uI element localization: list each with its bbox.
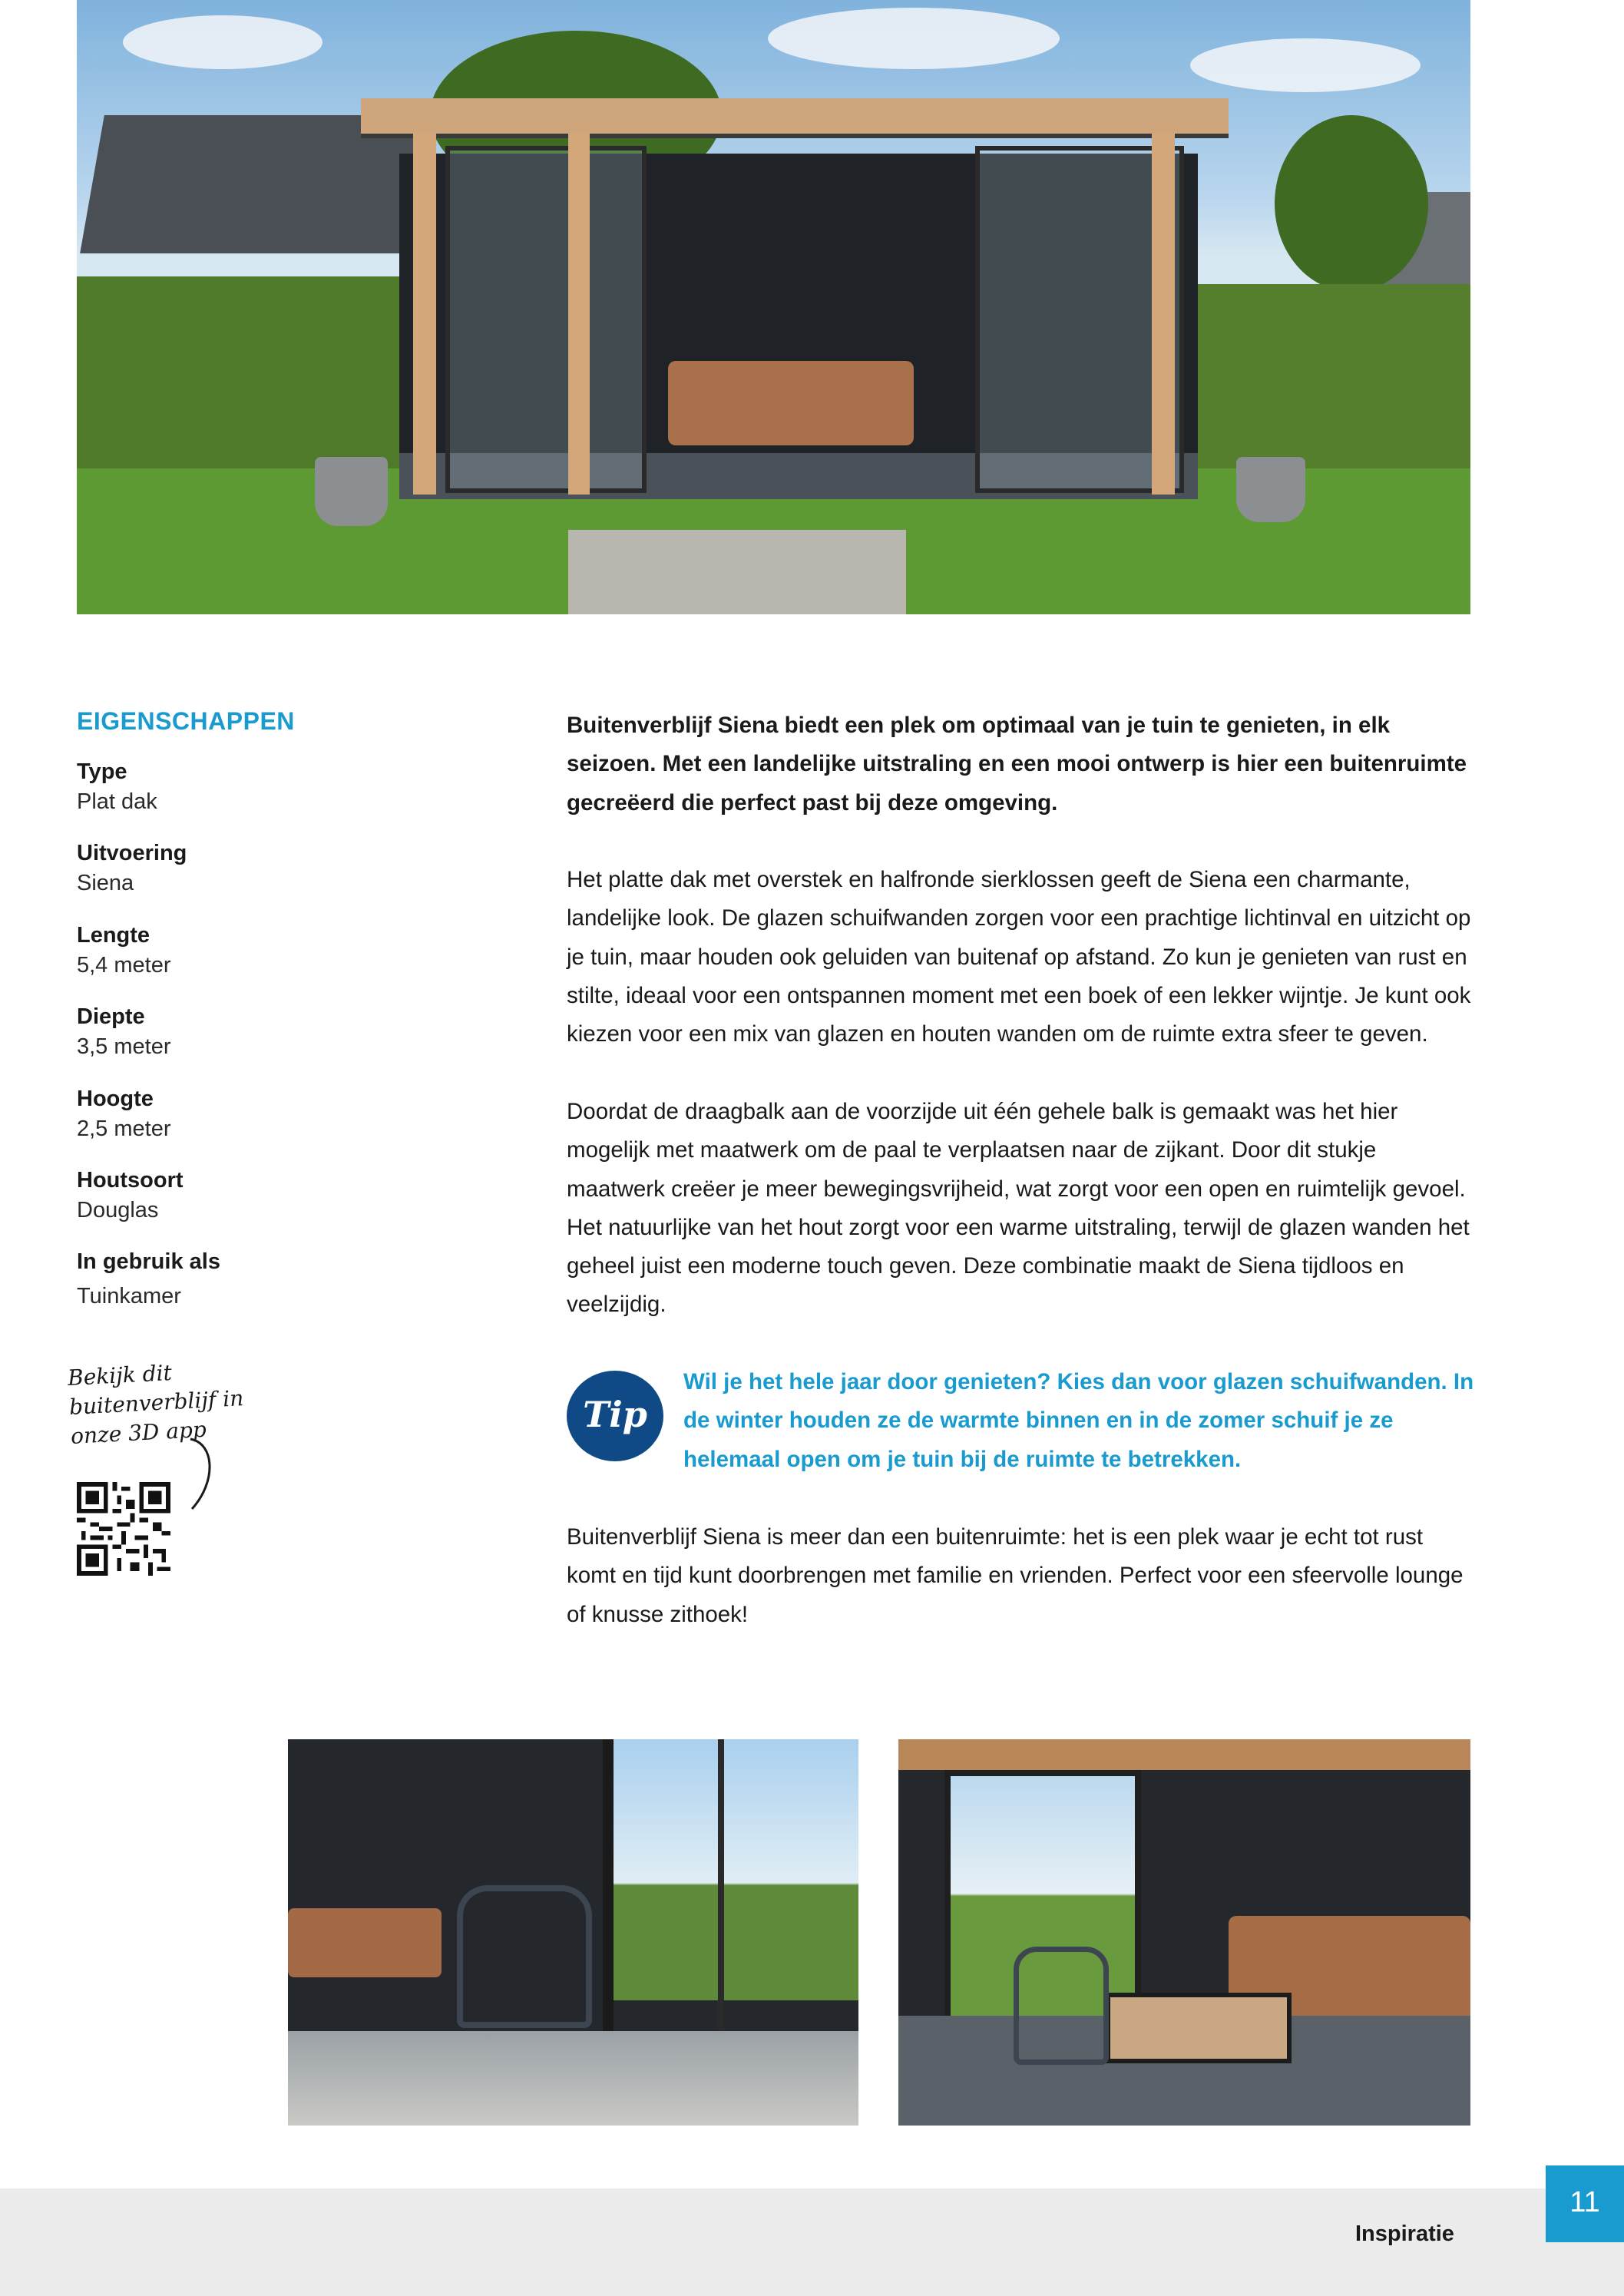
- property-value: Tuinkamer: [77, 1284, 181, 1308]
- qr-code[interactable]: [77, 1482, 170, 1576]
- property-label: Type: [77, 759, 127, 784]
- property-uitvoering: [77, 841, 187, 896]
- properties-heading: EIGENSCHAPPEN: [77, 707, 295, 735]
- body-paragraph: Buitenverblijf Siena is meer dan een buitenruimte: het is een plek waar je echt tot rust komt en tijd kunt doorbrengen met familie en vrienden. Perfect voor een sfeervolle lounge of knusse zithoek!: [567, 1524, 1464, 1627]
- property-value: 5,4 meter: [77, 953, 171, 978]
- body-paragraph: Het platte dak met overstek en halfronde sierklossen geeft de Siena een charmante, landelijke look. De glazen schuifwanden zorgen voor een prachtige lichtinval en uitzicht op je tuin, maar houden ook geluiden van buitenaf op afstand. Zo kun je genieten van rust en stilte, ideaal voor een ontspannen moment met een boek of een lekker wijntje. Je kunt ook kiezen voor een mix van glazen en houten wanden om de ruimte extra sfeer te geven.: [567, 867, 1471, 1047]
- property-value: Plat dak: [77, 789, 157, 814]
- property-lengte: [77, 923, 171, 978]
- body-paragraph: Doordat de draagbalk aan de voorzijde uit één gehele balk is gemaakt was het hier mogelijk met maatwerk om de paal te verplaatsen naar de zijkant. Door dit stukje maatwerk creëer je meer bewegingsvrijheid, wat zorgt voor een open en ruimtelijk gevoel. Het natuurlijke van het hout zorgt voor een warme uitstraling, terwijl de glazen wanden het geheel juist een moderne touch geven. Deze combinatie maakt de Siena tijdloos en veelzijdig.: [567, 1099, 1470, 1318]
- hero-photo: [77, 0, 1470, 614]
- property-label: Uitvoering: [77, 841, 187, 865]
- property-houtsoort: [77, 1168, 184, 1223]
- page-number-badge: [1546, 2165, 1624, 2242]
- property-label: In gebruik als: [77, 1249, 220, 1274]
- page-number: 11: [1569, 2186, 1600, 2218]
- property-value: Douglas: [77, 1198, 159, 1222]
- app-note-line: buitenverblijf in: [68, 1385, 244, 1420]
- property-value: 3,5 meter: [77, 1034, 171, 1059]
- app-note-line: onze 3D app: [70, 1416, 207, 1449]
- property-label: Houtsoort: [77, 1168, 184, 1193]
- footer-section-label: Inspiratie: [1355, 2222, 1454, 2246]
- property-value: Siena: [77, 871, 134, 895]
- tip-badge-label: Tip: [583, 1394, 647, 1435]
- intro-paragraph: Buitenverblijf Siena biedt een plek om optimaal van je tuin te genieten, in elk seizoen. Met een landelijke uitstraling en een mooi ontwerp is hier een buitenruimte gecreëerd die perfect past bij deze omgeving.: [567, 713, 1467, 816]
- property-diepte: [77, 1004, 171, 1060]
- property-type: [77, 759, 157, 815]
- app-note-line: Bekijk dit: [67, 1359, 173, 1391]
- property-hoogte: [77, 1087, 171, 1142]
- property-label: Diepte: [77, 1004, 145, 1029]
- interior-photo-left: [288, 1739, 858, 2126]
- property-label: Hoogte: [77, 1087, 154, 1111]
- tip-badge: [567, 1371, 663, 1461]
- curved-arrow-icon: [184, 1436, 223, 1513]
- property-value: 2,5 meter: [77, 1117, 171, 1141]
- property-label: Lengte: [77, 923, 150, 948]
- tip-text: Wil je het hele jaar door genieten? Kies dan voor glazen schuifwanden. In de winter houden ze de warmte binnen en in de zomer schuif je ze helemaal open om je tuin bij de ruimte te betrekken.: [683, 1369, 1474, 1472]
- property-gebruik: [77, 1249, 220, 1309]
- interior-photo-right: [898, 1739, 1470, 2126]
